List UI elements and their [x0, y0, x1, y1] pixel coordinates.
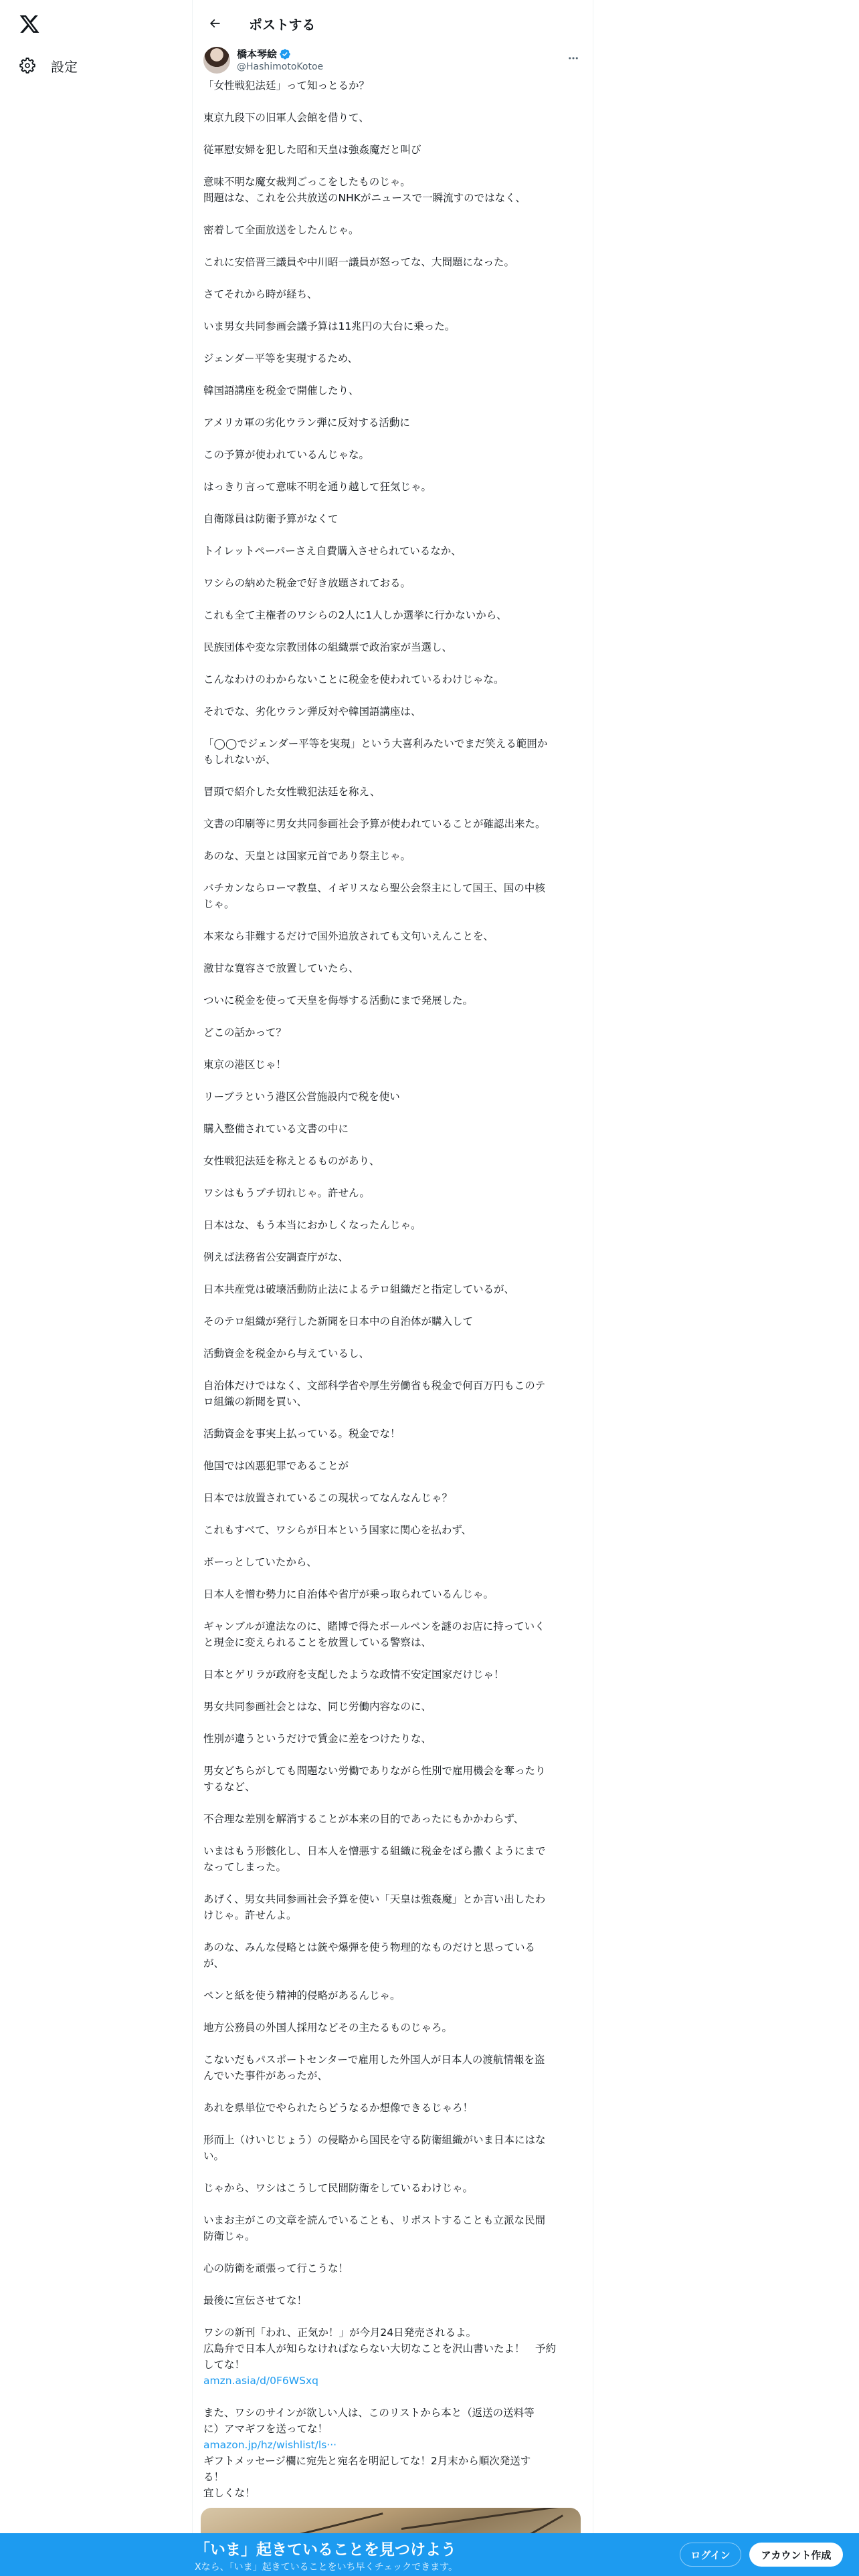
post-text-line: 民族団体や変な宗教団体の組織票で政治家が当選し、 — [203, 641, 453, 653]
post-text-line: また、ワシのサインが欲しい人は、このリストから本と（返送の送料等 — [203, 2407, 535, 2419]
post-paragraph — [203, 1346, 582, 1362]
post-text-line: どこの話かって？ — [203, 1027, 287, 1039]
post-paragraph — [203, 1490, 582, 1506]
post-text-line: いまお主がこの文章を読んでいることも、リポストすることも立派な民間 — [203, 2214, 546, 2226]
post-text-line: これも全て主権者のワシらの2人に1人しか選挙に行かないから、 — [203, 609, 507, 621]
post-paragraph — [203, 1699, 582, 1715]
post-paragraph — [203, 222, 582, 238]
post-paragraph — [203, 350, 582, 366]
post-paragraph — [203, 880, 582, 912]
post-paragraph — [203, 2100, 582, 2116]
post-link[interactable]: amzn.asia/d/0F6WSxq — [203, 2375, 318, 2387]
post-text-line: 東京の港区じゃ！ — [203, 1059, 287, 1071]
post-text-line: 日本では放置されているこの現状ってなんなんじゃ？ — [203, 1492, 453, 1504]
post-paragraph — [203, 1057, 582, 1073]
post-text-line: 男女どちらがしても問題ない労働でありながら性別で雇用機会を奪ったり — [203, 1765, 546, 1777]
post-text — [193, 75, 593, 2501]
post-text-line: 最後に宣伝させてな！ — [203, 2294, 308, 2306]
post-paragraph — [203, 704, 582, 720]
post-paragraph — [203, 1089, 582, 1105]
post-text-line: それでな、劣化ウラン弾反対や韓国語講座は、 — [203, 706, 421, 718]
post-text-line: けじゃ。許せんよ。 — [203, 1909, 297, 1921]
post-text-line: トイレットペーパーさえ自費購入させられているなか、 — [203, 545, 462, 557]
post-paragraph — [203, 1522, 582, 1538]
more-options-button[interactable] — [563, 48, 583, 68]
post-text-line: ギフトメッセージ欄に宛先と宛名を明記してな！2月末から順次発送す — [203, 2455, 531, 2467]
post-paragraph — [203, 1618, 582, 1650]
post-text-line: 日本共産党は破壊活動防止法によるテロ組織だと指定しているが、 — [203, 1283, 515, 1295]
login-banner — [0, 2533, 859, 2576]
post-paragraph — [203, 992, 582, 1008]
post-text-line: んでいた事件があったが、 — [203, 2070, 328, 2082]
post-paragraph — [203, 1217, 582, 1233]
post-paragraph — [203, 78, 582, 94]
login-button[interactable]: ログイン — [680, 2543, 741, 2567]
post-paragraph — [203, 1763, 582, 1795]
post-text-line: 活動資金を事実上払っている。税金でな！ — [203, 1428, 401, 1440]
post-text-line: 性別が違うというだけで賃金に差をつけたりな、 — [203, 1733, 432, 1745]
post-paragraph — [203, 383, 582, 399]
post-paragraph — [203, 575, 582, 591]
avatar[interactable] — [203, 47, 230, 74]
post-text-line: 従軍慰安婦を犯した昭和天皇は強姦魔だと叫び — [203, 144, 421, 156]
post-paragraph — [203, 1891, 582, 1923]
back-arrow-icon — [208, 17, 221, 30]
post-text-line: ボーっとしていたから、 — [203, 1556, 317, 1568]
post-text-line: 日本とゲリラが政府を支配したような政情不安定国家だけじゃ！ — [203, 1669, 504, 1681]
post-paragraph — [203, 816, 582, 832]
post-text-line: さてそれから時が経ち、 — [203, 288, 318, 300]
post-paragraph — [203, 2292, 582, 2309]
post-text-line: いまはもう形骸化し、日本人を憎悪する組織に税金をばら撒くようにまで — [203, 1845, 546, 1857]
post-text-line: こないだもパスポートセンターで雇用した外国人が日本人の渡航情報を盗 — [203, 2054, 545, 2066]
verified-badge-icon — [279, 48, 291, 60]
post-paragraph — [203, 1426, 582, 1442]
post-paragraph — [203, 1153, 582, 1169]
post-text-line: ジェンダー平等を実現するため、 — [203, 352, 358, 364]
post-paragraph — [203, 1811, 582, 1827]
post-paragraph — [203, 1586, 582, 1602]
post-text-line: バチカンならローマ教皇、イギリスなら聖公会祭主にして国王、国の中核 — [203, 882, 545, 894]
post-text-line: ワシの新刊「われ、正気か！」が今月24日発売されるよ。 — [203, 2327, 477, 2339]
post-paragraph — [203, 1121, 582, 1137]
post-paragraph — [203, 543, 582, 559]
post-paragraph — [203, 736, 582, 768]
post-text-line: 本来なら非難するだけで国外追放されても文句いえんことを、 — [203, 930, 494, 942]
more-dots-icon — [567, 52, 579, 64]
post-paragraph — [203, 2132, 582, 2164]
main-column — [192, 0, 593, 2576]
post-text-line: 日本人を憎む勢力に自治体や省庁が乗っ取られているんじゃ。 — [203, 1588, 494, 1600]
post-text-line: じゃから、ワシはこうして民間防衛をしているわけじゃ。 — [203, 2182, 474, 2194]
post-text-line: 例えば法務省公安調査庁がな、 — [203, 1251, 349, 1263]
post-paragraph — [203, 1281, 582, 1297]
post-text-line: これもすべて、ワシらが日本という国家に関心を払わず、 — [203, 1524, 472, 1536]
post-paragraph — [203, 2325, 582, 2389]
post-paragraph — [203, 784, 582, 800]
post-paragraph — [203, 607, 582, 623]
post-text-line: が、 — [203, 1957, 225, 1969]
post-text-line: 形而上（けいじじょう）の侵略から国民を守る防衛組織がいま日本にはな — [203, 2134, 546, 2146]
post-text-line: あれを県単位でやられたらどうなるか想像できるじゃろ！ — [203, 2102, 474, 2114]
post-text-line: これに安倍晋三議員や中川昭一議員が怒ってな、大問題になった。 — [203, 256, 515, 268]
post-text-line: 女性戦犯法廷を称えとるものがあり、 — [203, 1155, 380, 1167]
post-paragraph — [203, 2212, 582, 2244]
post-paragraph — [203, 2020, 582, 2036]
post-paragraph — [203, 1378, 582, 1410]
author-name-row[interactable] — [237, 47, 291, 61]
post-text-line: そのテロ組織が発行した新聞を日本中の自治体が購入して — [203, 1315, 474, 1327]
post-text-line: ワシはもうブチ切れじゃ。許せん。 — [203, 1187, 370, 1199]
post-text-line: あのな、天皇とは国家元首であり祭主じゃ。 — [203, 850, 411, 862]
post-text-line: 日本はな、もう本当におかしくなったんじゃ。 — [203, 1219, 421, 1231]
post-link[interactable]: amazon.jp/hz/wishlist/ls··· — [203, 2439, 337, 2451]
post-text-line: 密着して全面放送をしたんじゃ。 — [203, 224, 359, 236]
post-paragraph — [203, 2180, 582, 2196]
post-text-line: 心の防衛を頑張って行こうな！ — [203, 2262, 349, 2274]
post-text-line: 防衛じゃ。 — [203, 2230, 256, 2242]
post-text-line: なってしまった。 — [203, 1861, 287, 1873]
post-paragraph — [203, 1667, 582, 1683]
post-text-line: リーブラという港区公営施設内で税を使い — [203, 1091, 400, 1103]
post-text-line: するなど、 — [203, 1781, 256, 1793]
post-paragraph — [203, 110, 582, 126]
post-text-line: こんなわけのわからないことに税金を使われているわけじゃな。 — [203, 673, 504, 685]
post-text-line: と現金に変えられることを放置している警察は、 — [203, 1636, 432, 1648]
post-paragraph — [203, 1313, 582, 1329]
post-paragraph — [203, 2405, 582, 2501]
post-text-line: 冒頭で紹介した女性戦犯法廷を称え、 — [203, 786, 381, 798]
post-text-line: 問題はな、これを公共放送のNHKがニュースで一瞬流すのではなく、 — [203, 192, 526, 204]
post-paragraph — [203, 1554, 582, 1570]
post-text-line: はっきり言って意味不明を通り越して狂気じゃ。 — [203, 481, 432, 493]
post-text-line: 広島弁で日本人が知らなければならない大切なことを沢山書いたよ！ 予約 — [203, 2343, 557, 2355]
gear-icon — [19, 57, 36, 74]
post-paragraph — [203, 1843, 582, 1875]
post-text-line: に）アマギフを送ってな！ — [203, 2423, 328, 2435]
post-paragraph — [203, 1025, 582, 1041]
post-text-line: 東京九段下の旧軍人会館を借りて、 — [203, 112, 369, 124]
post-text-line: 男女共同参画社会とはな、同じ労働内容なのに、 — [203, 1701, 432, 1713]
post-paragraph — [203, 254, 582, 270]
post-paragraph — [203, 1988, 582, 2004]
post-text-line: この予算が使われているんじゃな。 — [203, 449, 370, 461]
post-text-line: 文書の印刷等に男女共同参画社会予算が使われていることが確認出来た。 — [203, 818, 546, 830]
post-text-line: 自衛隊員は防衛予算がなくて — [203, 513, 339, 525]
post-paragraph — [203, 960, 582, 976]
banner-subtitle: Xなら、「いま」起きていることをいち早くチェックできます。 — [195, 2562, 458, 2573]
post-text-line: 不合理な差別を解消することが本来の目的であったにもかかわらず、 — [203, 1813, 524, 1825]
post-text-line: ロ組織の新聞を買い、 — [203, 1396, 308, 1408]
post-text-line: 宜しくな！ — [203, 2487, 256, 2499]
post-paragraph — [203, 415, 582, 431]
post-paragraph — [203, 1185, 582, 1201]
settings-label: 設定 — [51, 58, 78, 75]
settings-link[interactable] — [19, 55, 78, 76]
post-paragraph — [203, 639, 582, 655]
post-paragraph — [203, 2052, 582, 2084]
post-paragraph — [203, 1249, 582, 1265]
post-paragraph — [203, 1458, 582, 1474]
post-text-line: あのな、みんな侵略とは銃や爆弾を使う物理的なものだけと思っている — [203, 1941, 536, 1953]
post-paragraph — [203, 1939, 582, 1971]
post-text-line: アメリカ軍の劣化ウラン弾に反対する活動に — [203, 417, 410, 429]
post-paragraph — [203, 1731, 582, 1747]
post-text-line: ペンと紙を使う精神的侵略があるんじゃ。 — [203, 1990, 401, 2002]
post-text-line: 意味不明な魔女裁判ごっこをしたものじゃ。 — [203, 176, 411, 188]
signup-button[interactable]: アカウント作成 — [749, 2543, 843, 2567]
post-paragraph — [203, 142, 582, 158]
post-text-line: 自治体だけではなく、文部科学省や厚生労働省も税金で何百万円もこのテ — [203, 1380, 546, 1392]
post-text-line: 他国では凶悪犯罪であることが — [203, 1460, 349, 1472]
post-paragraph — [203, 479, 582, 495]
author-name[interactable]: 橋本琴絵 — [237, 48, 278, 60]
back-button[interactable] — [203, 12, 226, 35]
post-text-line: 韓国語講座を税金で開催したり、 — [203, 385, 359, 397]
author-handle: @HashimotoKotoe — [237, 62, 324, 72]
post-text-line: 購入整備されている文書の中に — [203, 1123, 349, 1135]
post-paragraph — [203, 848, 582, 864]
post-paragraph — [203, 318, 582, 334]
post-paragraph — [203, 671, 582, 687]
post-text-line: る！ — [203, 2471, 225, 2483]
post-paragraph — [203, 447, 582, 463]
post-text-line: 「◯◯でジェンダー平等を実現」という大喜利みたいでまだ笑える範囲か — [203, 738, 548, 750]
topbar — [193, 0, 593, 47]
post-author — [193, 47, 593, 75]
post-paragraph — [203, 928, 582, 944]
post-text-line: 激甘な寛容さで放置していたら、 — [203, 962, 359, 974]
post-text-line: ついに税金を使って天皇を侮辱する活動にまで発展した。 — [203, 994, 474, 1006]
post-text-line: 活動資金を税金から与えているし、 — [203, 1348, 370, 1360]
post-text-line: もしれないが、 — [203, 754, 276, 766]
post-paragraph — [203, 511, 582, 527]
post-text-line: ワシらの納めた税金で好き放題されておる。 — [203, 577, 411, 589]
post-text-line: い。 — [203, 2150, 225, 2162]
post-text-line: してな！ — [203, 2359, 246, 2371]
post-text-line: じゃ。 — [203, 898, 235, 910]
post-text-line: 地方公務員の外国人採用などその主たるものじゃろ。 — [203, 2022, 453, 2034]
page-title: ポストする — [249, 16, 316, 33]
post-text-line: あげく、男女共同参画社会予算を使い「天皇は強姦魔」とか言い出したわ — [203, 1893, 546, 1905]
post-text-line: 「女性戦犯法廷」って知っとるか？ — [203, 80, 370, 92]
post-paragraph — [203, 174, 582, 206]
sidebar — [0, 0, 193, 2576]
post-paragraph — [203, 286, 582, 302]
post-text-line: いま男女共同参画会議予算は11兆円の大台に乗った。 — [203, 320, 456, 332]
x-logo-icon[interactable] — [19, 13, 40, 35]
banner-title: 「いま」起きていることを見つけよう — [195, 2541, 456, 2559]
post-paragraph — [203, 2260, 582, 2276]
post-text-line: ギャンブルが違法なのに、賭博で得たボールペンを謎のお店に持っていく — [203, 1620, 545, 1632]
